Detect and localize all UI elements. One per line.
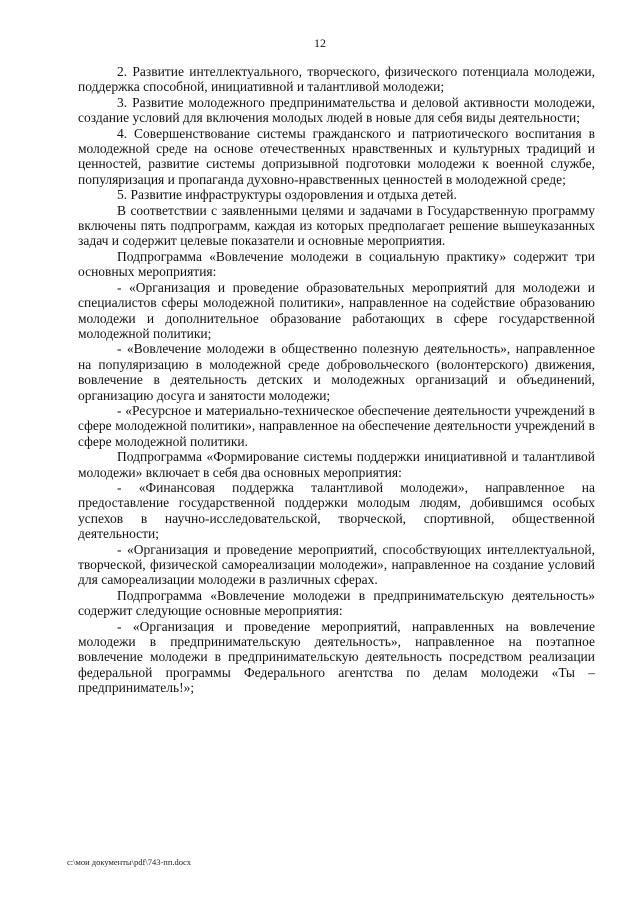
list-item-entrepreneurship-events: - «Организация и проведение мероприятий, направленных на вовлечение молодежи в предпринимательскую деятельность», направленное на поэтапное вовлечение молодежи в предпринимательскую деятельность посредством реализации федеральной программы Федерального агентства по делам молодежи «Ты – предприниматель!»; [78, 618, 595, 696]
paragraph-subprogram-entrepreneurship: Подпрограмма «Вовлечение молодежи в предпринимательскую деятельность» содержит следующие основные мероприятия: [78, 587, 595, 619]
paragraph-subprogram-social-practice: Подпрограмма «Вовлечение молодежи в социальную практику» содержит три основных мероприятия: [78, 248, 595, 280]
list-item-financial-support: - «Финансовая поддержка талантливой молодежи», направленное на предоставление государственной поддержки молодым людям, добившимся особых успехов в научно-исследовательской, творческой, спортивной, общественной деятельности; [78, 479, 595, 542]
list-item-socially-useful-activity: - «Вовлечение молодежи в общественно полезную деятельность», направленное на популяризацию в молодежной среде добровольческого (волонтерского) движения, вовлечение в деятельность детских и молодежных организаций и объединений, организацию досуга и занятости молодежи; [78, 341, 595, 403]
list-item-self-realization-events: - «Организация и проведение мероприятий, способствующих интеллектуальной, творческой, физической самореализации молодежи», направленное на создание условий для самореализации молодежи в различных сферах. [78, 541, 595, 588]
list-item-educational-events: - «Организация и проведение образовательных мероприятий для молодежи и специалистов сферы молодежной политики», направленное на содействие образованию молодежи и дополнительное образование работающих в сфере государственной молодежной политики; [78, 279, 595, 341]
paragraph-goal-3: 3. Развитие молодежного предпринимательства и деловой активности молодежи, создание условий для включения молодых людей в новые для себя виды деятельности; [78, 94, 595, 126]
paragraph-goal-2: 2. Развитие интеллектуального, творческого, физического потенциала молодежи, поддержка способной, инициативной и талантливой молодежи; [78, 64, 595, 95]
paragraph-subprogram-talented-youth: Подпрограмма «Формирование системы поддержки инициативной и талантливой молодежи» включает в себя два основных мероприятия: [78, 449, 595, 480]
document-body [78, 64, 595, 696]
footer-file-path: c:\мои документы\pdf\743-пп.docx [67, 857, 192, 867]
paragraph-goal-4: 4. Совершенствование системы гражданского и патриотического воспитания в молодежной среде на основе отечественных нравственных и культурных традиций и ценностей, развитие системы допризывной подготовки молодежи к военной службе, популяризация и пропаганда духовно-нравственных ценностей в молодежной среде; [78, 125, 595, 187]
paragraph-program-overview: В соответствии с заявленными целями и задачами в Государственную программу включены пять подпрограмм, каждая из которых предполагает решение вышеуказанных задач и содержит целевые показатели и основные мероприятия. [78, 202, 595, 249]
paragraph-goal-5: 5. Развитие инфраструктуры оздоровления и отдыха детей. [117, 187, 457, 203]
list-item-resource-support: - «Ресурсное и материально-техническое обеспечение деятельности учреждений в сфере молодежной политики», направленное на обеспечение деятельности учреждений в сфере молодежной политики. [78, 402, 595, 449]
page-number: 12 [314, 36, 326, 50]
